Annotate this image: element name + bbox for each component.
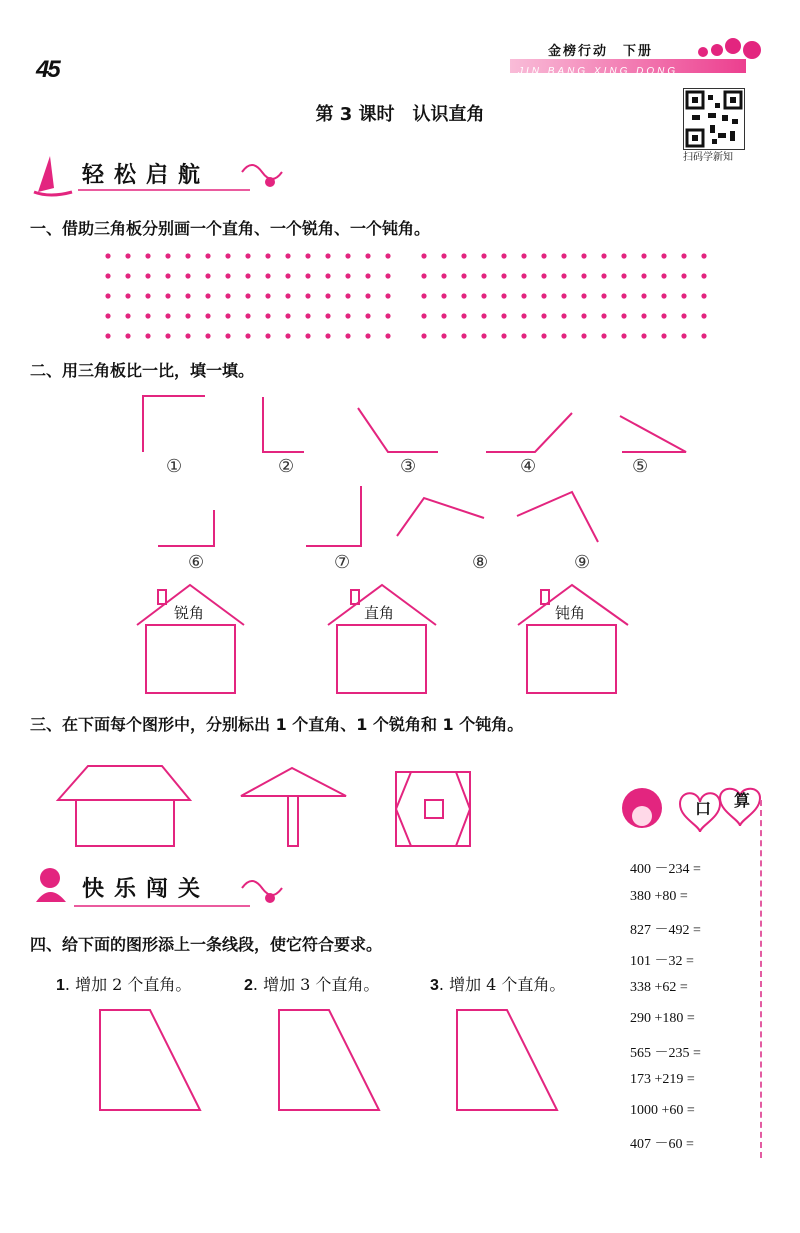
book-pinyin: JIN BANG XING DONG bbox=[518, 66, 679, 77]
grid-dot bbox=[185, 313, 190, 318]
grid-dot bbox=[265, 293, 270, 298]
grid-dot bbox=[701, 273, 706, 278]
angle-label-7: ⑦ bbox=[334, 552, 351, 573]
grid-dot bbox=[521, 253, 526, 258]
grid-dot bbox=[105, 253, 110, 258]
grid-dot bbox=[165, 333, 170, 338]
sail-icon bbox=[38, 156, 54, 192]
grid-dot bbox=[265, 313, 270, 318]
grid-dot bbox=[461, 253, 466, 258]
grid-dot bbox=[205, 273, 210, 278]
grid-dot bbox=[641, 273, 646, 278]
angle-label-3: ③ bbox=[400, 456, 417, 477]
grid-dot bbox=[441, 333, 446, 338]
grid-dot bbox=[225, 293, 230, 298]
kousuan-item: 101 －32 = bbox=[630, 953, 694, 969]
grid-dot bbox=[325, 293, 330, 298]
grid-dot bbox=[245, 273, 250, 278]
grid-dot bbox=[225, 273, 230, 278]
kousuan-title-right: 算 bbox=[734, 791, 751, 810]
trapezoid-2 bbox=[279, 1010, 379, 1110]
kousuan-item: 380 +80 = bbox=[630, 888, 688, 904]
angle-6 bbox=[158, 510, 214, 546]
question-4: 四、给下面的图形添上一条线段，使它符合要求。 bbox=[30, 935, 383, 954]
grid-dot bbox=[421, 293, 426, 298]
grid-dot bbox=[145, 293, 150, 298]
grid-dot bbox=[601, 253, 606, 258]
grid-dot bbox=[541, 333, 546, 338]
grid-dot bbox=[105, 273, 110, 278]
kousuan-title-left: 口 bbox=[695, 799, 712, 818]
kousuan-item: 1000 +60 = bbox=[630, 1102, 695, 1118]
grid-dot bbox=[265, 253, 270, 258]
grid-dot bbox=[681, 253, 686, 258]
grid-dot bbox=[581, 333, 586, 338]
decor-dots-icon bbox=[695, 36, 765, 66]
grid-dot bbox=[145, 253, 150, 258]
grid-dot bbox=[541, 313, 546, 318]
grid-dot bbox=[501, 313, 506, 318]
grid-dot bbox=[205, 293, 210, 298]
grid-dot bbox=[621, 333, 626, 338]
grid-dot bbox=[305, 293, 310, 298]
grid-dot bbox=[245, 313, 250, 318]
grid-dot bbox=[601, 313, 606, 318]
qr-caption: 扫码学新知 bbox=[683, 152, 733, 163]
grid-dot bbox=[325, 313, 330, 318]
grid-dot bbox=[185, 273, 190, 278]
grid-dot bbox=[521, 313, 526, 318]
angle-8 bbox=[397, 498, 484, 536]
grid-dot bbox=[441, 313, 446, 318]
trapezoid-3 bbox=[457, 1010, 557, 1110]
grid-dot bbox=[125, 293, 130, 298]
grid-dot bbox=[421, 333, 426, 338]
grid-dot bbox=[385, 253, 390, 258]
grid-dot bbox=[701, 313, 706, 318]
grid-dot bbox=[105, 313, 110, 318]
grid-dot bbox=[105, 293, 110, 298]
grid-dot bbox=[701, 333, 706, 338]
grid-dot bbox=[481, 333, 486, 338]
angle-label-8: ⑧ bbox=[472, 552, 489, 573]
grid-dot bbox=[365, 253, 370, 258]
grid-dot bbox=[681, 273, 686, 278]
grid-dot bbox=[621, 293, 626, 298]
grid-dot bbox=[165, 313, 170, 318]
kousuan-divider bbox=[760, 800, 762, 1158]
grid-dot bbox=[165, 273, 170, 278]
grid-dot bbox=[165, 253, 170, 258]
angle-9 bbox=[517, 492, 598, 542]
q3-house bbox=[58, 766, 190, 846]
grid-dot bbox=[125, 253, 130, 258]
grid-dot bbox=[441, 273, 446, 278]
angle-label-6: ⑥ bbox=[188, 552, 205, 573]
book-title: 金榜行动 下册 bbox=[548, 44, 654, 59]
grid-dot bbox=[205, 253, 210, 258]
grid-dot bbox=[225, 313, 230, 318]
grid-dot bbox=[461, 293, 466, 298]
grid-dot bbox=[481, 253, 486, 258]
grid-dot bbox=[521, 273, 526, 278]
trapezoid-1 bbox=[100, 1010, 200, 1110]
grid-dot bbox=[541, 253, 546, 258]
grid-dot bbox=[245, 293, 250, 298]
q3-umbrella bbox=[241, 768, 346, 846]
kousuan-item: 565 －235 = bbox=[630, 1045, 701, 1061]
grid-dot bbox=[681, 313, 686, 318]
grid-dot bbox=[601, 333, 606, 338]
grid-dot bbox=[265, 333, 270, 338]
grid-dot bbox=[205, 313, 210, 318]
grid-dot bbox=[345, 333, 350, 338]
grid-dot bbox=[621, 313, 626, 318]
kousuan-item: 400 －234 = bbox=[630, 862, 701, 877]
grid-dot bbox=[385, 293, 390, 298]
angle-1 bbox=[143, 396, 205, 452]
grid-dot bbox=[185, 333, 190, 338]
grid-dot bbox=[461, 273, 466, 278]
grid-dot bbox=[285, 253, 290, 258]
grid-dot bbox=[641, 313, 646, 318]
grid-dot bbox=[345, 313, 350, 318]
angle-label-1: ① bbox=[166, 456, 183, 477]
grid-dot bbox=[285, 293, 290, 298]
grid-dot bbox=[305, 273, 310, 278]
q4-sub-3: 3. 增加 4 个直角。 bbox=[430, 975, 566, 994]
angle-5 bbox=[620, 416, 686, 452]
grid-dot bbox=[125, 273, 130, 278]
grid-dot bbox=[641, 293, 646, 298]
grid-dot bbox=[461, 333, 466, 338]
kousuan-item: 290 +180 = bbox=[630, 1011, 695, 1026]
grid-dot bbox=[421, 273, 426, 278]
grid-dot bbox=[541, 293, 546, 298]
angle-label-4: ④ bbox=[520, 456, 537, 477]
section-title-2: 快乐闯关 bbox=[82, 877, 211, 902]
grid-dot bbox=[501, 273, 506, 278]
grid-dot bbox=[125, 313, 130, 318]
q4-sub-1: 1. 增加 2 个直角。 bbox=[56, 975, 192, 994]
grid-dot bbox=[185, 253, 190, 258]
grid-dot bbox=[661, 293, 666, 298]
grid-dot bbox=[145, 313, 150, 318]
kousuan-item: 173 +219 = bbox=[630, 1072, 695, 1088]
grid-dot bbox=[185, 293, 190, 298]
grid-dot bbox=[325, 253, 330, 258]
grid-dot bbox=[501, 293, 506, 298]
swirl-icon bbox=[242, 881, 282, 895]
grid-dot bbox=[285, 333, 290, 338]
question-2: 二、用三角板比一比，填一填。 bbox=[30, 361, 255, 380]
angle-label-9: ⑨ bbox=[574, 552, 591, 573]
grid-dot bbox=[145, 273, 150, 278]
grid-dot bbox=[245, 253, 250, 258]
grid-dot bbox=[125, 333, 130, 338]
grid-dot bbox=[521, 333, 526, 338]
page-number: 45 bbox=[36, 56, 59, 83]
q3-square-hexagon bbox=[396, 772, 470, 846]
grid-dot bbox=[385, 273, 390, 278]
grid-dot bbox=[245, 333, 250, 338]
grid-dot bbox=[225, 253, 230, 258]
grid-dot bbox=[601, 273, 606, 278]
grid-dot bbox=[681, 293, 686, 298]
q4-sub-2: 2. 增加 3 个直角。 bbox=[244, 975, 380, 994]
grid-dot bbox=[325, 273, 330, 278]
grid-dot bbox=[481, 313, 486, 318]
grid-dot bbox=[265, 273, 270, 278]
grid-dot bbox=[285, 273, 290, 278]
grid-dot bbox=[365, 333, 370, 338]
grid-dot bbox=[581, 293, 586, 298]
grid-dot bbox=[501, 253, 506, 258]
grid-dot bbox=[561, 273, 566, 278]
grid-dot bbox=[305, 333, 310, 338]
grid-dot bbox=[661, 333, 666, 338]
grid-dot bbox=[621, 253, 626, 258]
grid-dot bbox=[561, 253, 566, 258]
grid-dot bbox=[345, 273, 350, 278]
grid-dot bbox=[621, 273, 626, 278]
grid-dot bbox=[285, 313, 290, 318]
grid-dot bbox=[421, 253, 426, 258]
grid-dot bbox=[601, 293, 606, 298]
lesson-title: 第 3 课时 认识直角 bbox=[315, 104, 485, 125]
grid-dot bbox=[145, 333, 150, 338]
kousuan-item: 827 －492 = bbox=[630, 923, 701, 939]
grid-dot bbox=[641, 333, 646, 338]
swirl-icon bbox=[242, 165, 282, 179]
grid-dot bbox=[521, 293, 526, 298]
grid-dot bbox=[345, 253, 350, 258]
grid-dot bbox=[385, 313, 390, 318]
grid-dot bbox=[661, 273, 666, 278]
grid-dot bbox=[385, 333, 390, 338]
house-label-right: 直角 bbox=[364, 604, 395, 622]
grid-dot bbox=[661, 253, 666, 258]
grid-dot bbox=[561, 313, 566, 318]
grid-dot bbox=[225, 333, 230, 338]
q4-trapezoids[interactable] bbox=[0, 1004, 600, 1120]
angle-label-5: ⑤ bbox=[632, 456, 649, 477]
grid-dot bbox=[641, 253, 646, 258]
grid-dot bbox=[661, 313, 666, 318]
kousuan-item: 407 －60 = bbox=[630, 1137, 694, 1153]
grid-dot bbox=[481, 273, 486, 278]
grid-dot bbox=[441, 253, 446, 258]
grid-dot bbox=[421, 313, 426, 318]
question-3: 三、在下面每个图形中，分别标出 1 个直角、1 个锐角和 1 个钝角。 bbox=[30, 715, 524, 734]
grid-dot bbox=[461, 313, 466, 318]
grid-dot bbox=[501, 333, 506, 338]
grid-dot bbox=[561, 333, 566, 338]
grid-dot bbox=[581, 273, 586, 278]
grid-dot bbox=[441, 293, 446, 298]
house-label-obtuse: 钝角 bbox=[555, 604, 586, 622]
grid-dot bbox=[581, 253, 586, 258]
grid-dot bbox=[105, 333, 110, 338]
dot-grid[interactable] bbox=[100, 250, 730, 342]
grid-dot bbox=[205, 333, 210, 338]
grid-dot bbox=[561, 293, 566, 298]
section-title-1: 轻松启航 bbox=[82, 163, 211, 188]
grid-dot bbox=[541, 273, 546, 278]
kid-icon bbox=[40, 868, 60, 888]
kousuan-item: 338 +62 = bbox=[630, 980, 688, 996]
angle-7 bbox=[306, 486, 361, 546]
grid-dot bbox=[581, 313, 586, 318]
angle-figures bbox=[0, 380, 800, 700]
grid-dot bbox=[365, 273, 370, 278]
grid-dot bbox=[701, 253, 706, 258]
grid-dot bbox=[365, 293, 370, 298]
grid-dot bbox=[481, 293, 486, 298]
q3-figures[interactable] bbox=[0, 760, 600, 860]
grid-dot bbox=[305, 313, 310, 318]
house-label-acute: 锐角 bbox=[174, 604, 205, 622]
angle-3 bbox=[358, 408, 438, 452]
question-1: 一、借助三角板分别画一个直角、一个锐角、一个钝角。 bbox=[30, 219, 431, 238]
grid-dot bbox=[325, 333, 330, 338]
grid-dot bbox=[681, 333, 686, 338]
grid-dot bbox=[345, 293, 350, 298]
angle-2 bbox=[263, 397, 304, 452]
grid-dot bbox=[365, 313, 370, 318]
grid-dot bbox=[305, 253, 310, 258]
grid-dot bbox=[165, 293, 170, 298]
angle-label-2: ② bbox=[278, 456, 295, 477]
angle-4 bbox=[486, 413, 572, 452]
qr-code-icon[interactable] bbox=[683, 88, 745, 150]
grid-dot bbox=[701, 293, 706, 298]
